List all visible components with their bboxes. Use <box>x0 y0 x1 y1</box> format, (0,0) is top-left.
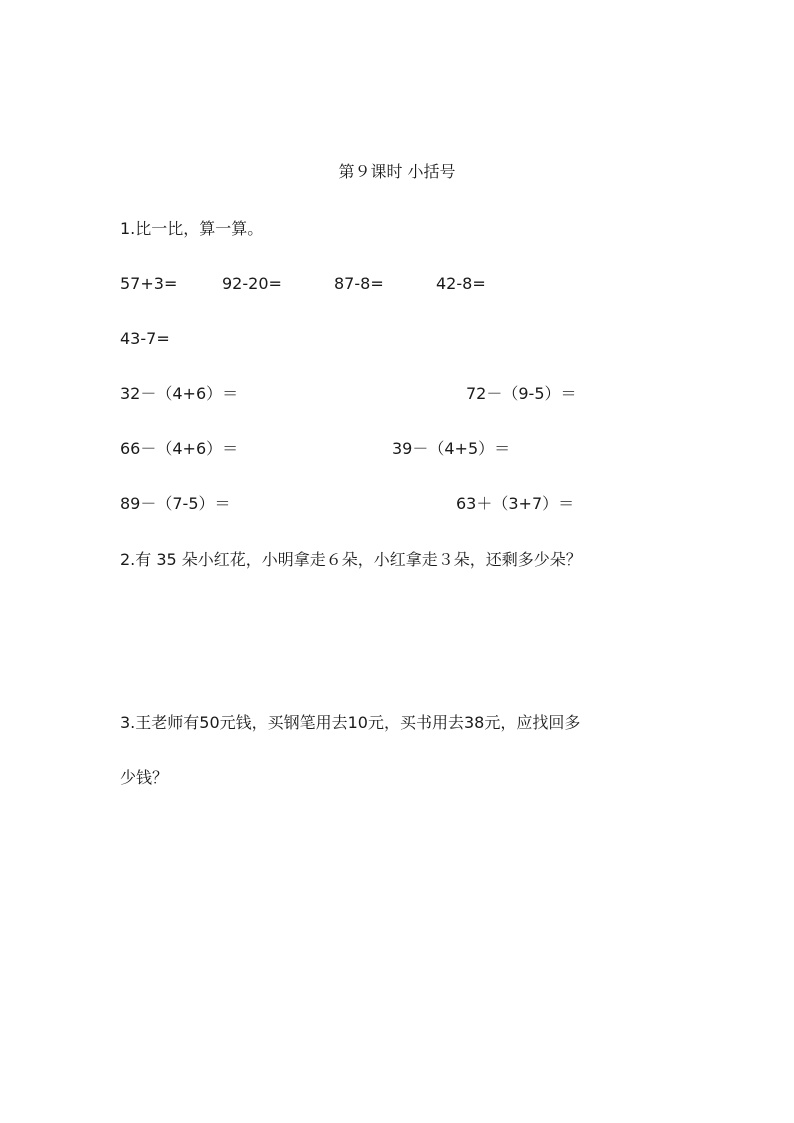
question-2-text: 2.有 35 朵小红花，小明拿走６朵，小红拿走３朵，还剩多少朵？ <box>120 550 582 569</box>
expr-42-minus-8: 42-8= <box>436 274 486 293</box>
expr-43-minus-7: 43-7= <box>120 329 170 348</box>
question-3-line-2: 少钱？ <box>120 768 169 787</box>
expr-57-plus-3: 57+3= <box>120 274 178 293</box>
question-3-line-1: 3.王老师有50元钱，买钢笔用去10元，买书用去38元，应找回多 <box>120 713 581 732</box>
page-title: 第９课时 小括号 <box>338 162 456 181</box>
expr-32-paren: 32－（4+6）＝ <box>120 384 239 403</box>
expr-72-paren: 72－（9-5）＝ <box>466 384 577 403</box>
expr-92-minus-20: 92-20= <box>222 274 282 293</box>
expr-39-paren: 39－（4+5）＝ <box>392 439 511 458</box>
expr-89-paren: 89－（7-5）＝ <box>120 494 231 513</box>
expr-63-paren: 63＋（3+7）＝ <box>456 494 575 513</box>
expr-66-paren: 66－（4+6）＝ <box>120 439 239 458</box>
expr-87-minus-8: 87-8= <box>334 274 384 293</box>
question-1-prompt: 1.比一比，算一算。 <box>120 219 264 238</box>
